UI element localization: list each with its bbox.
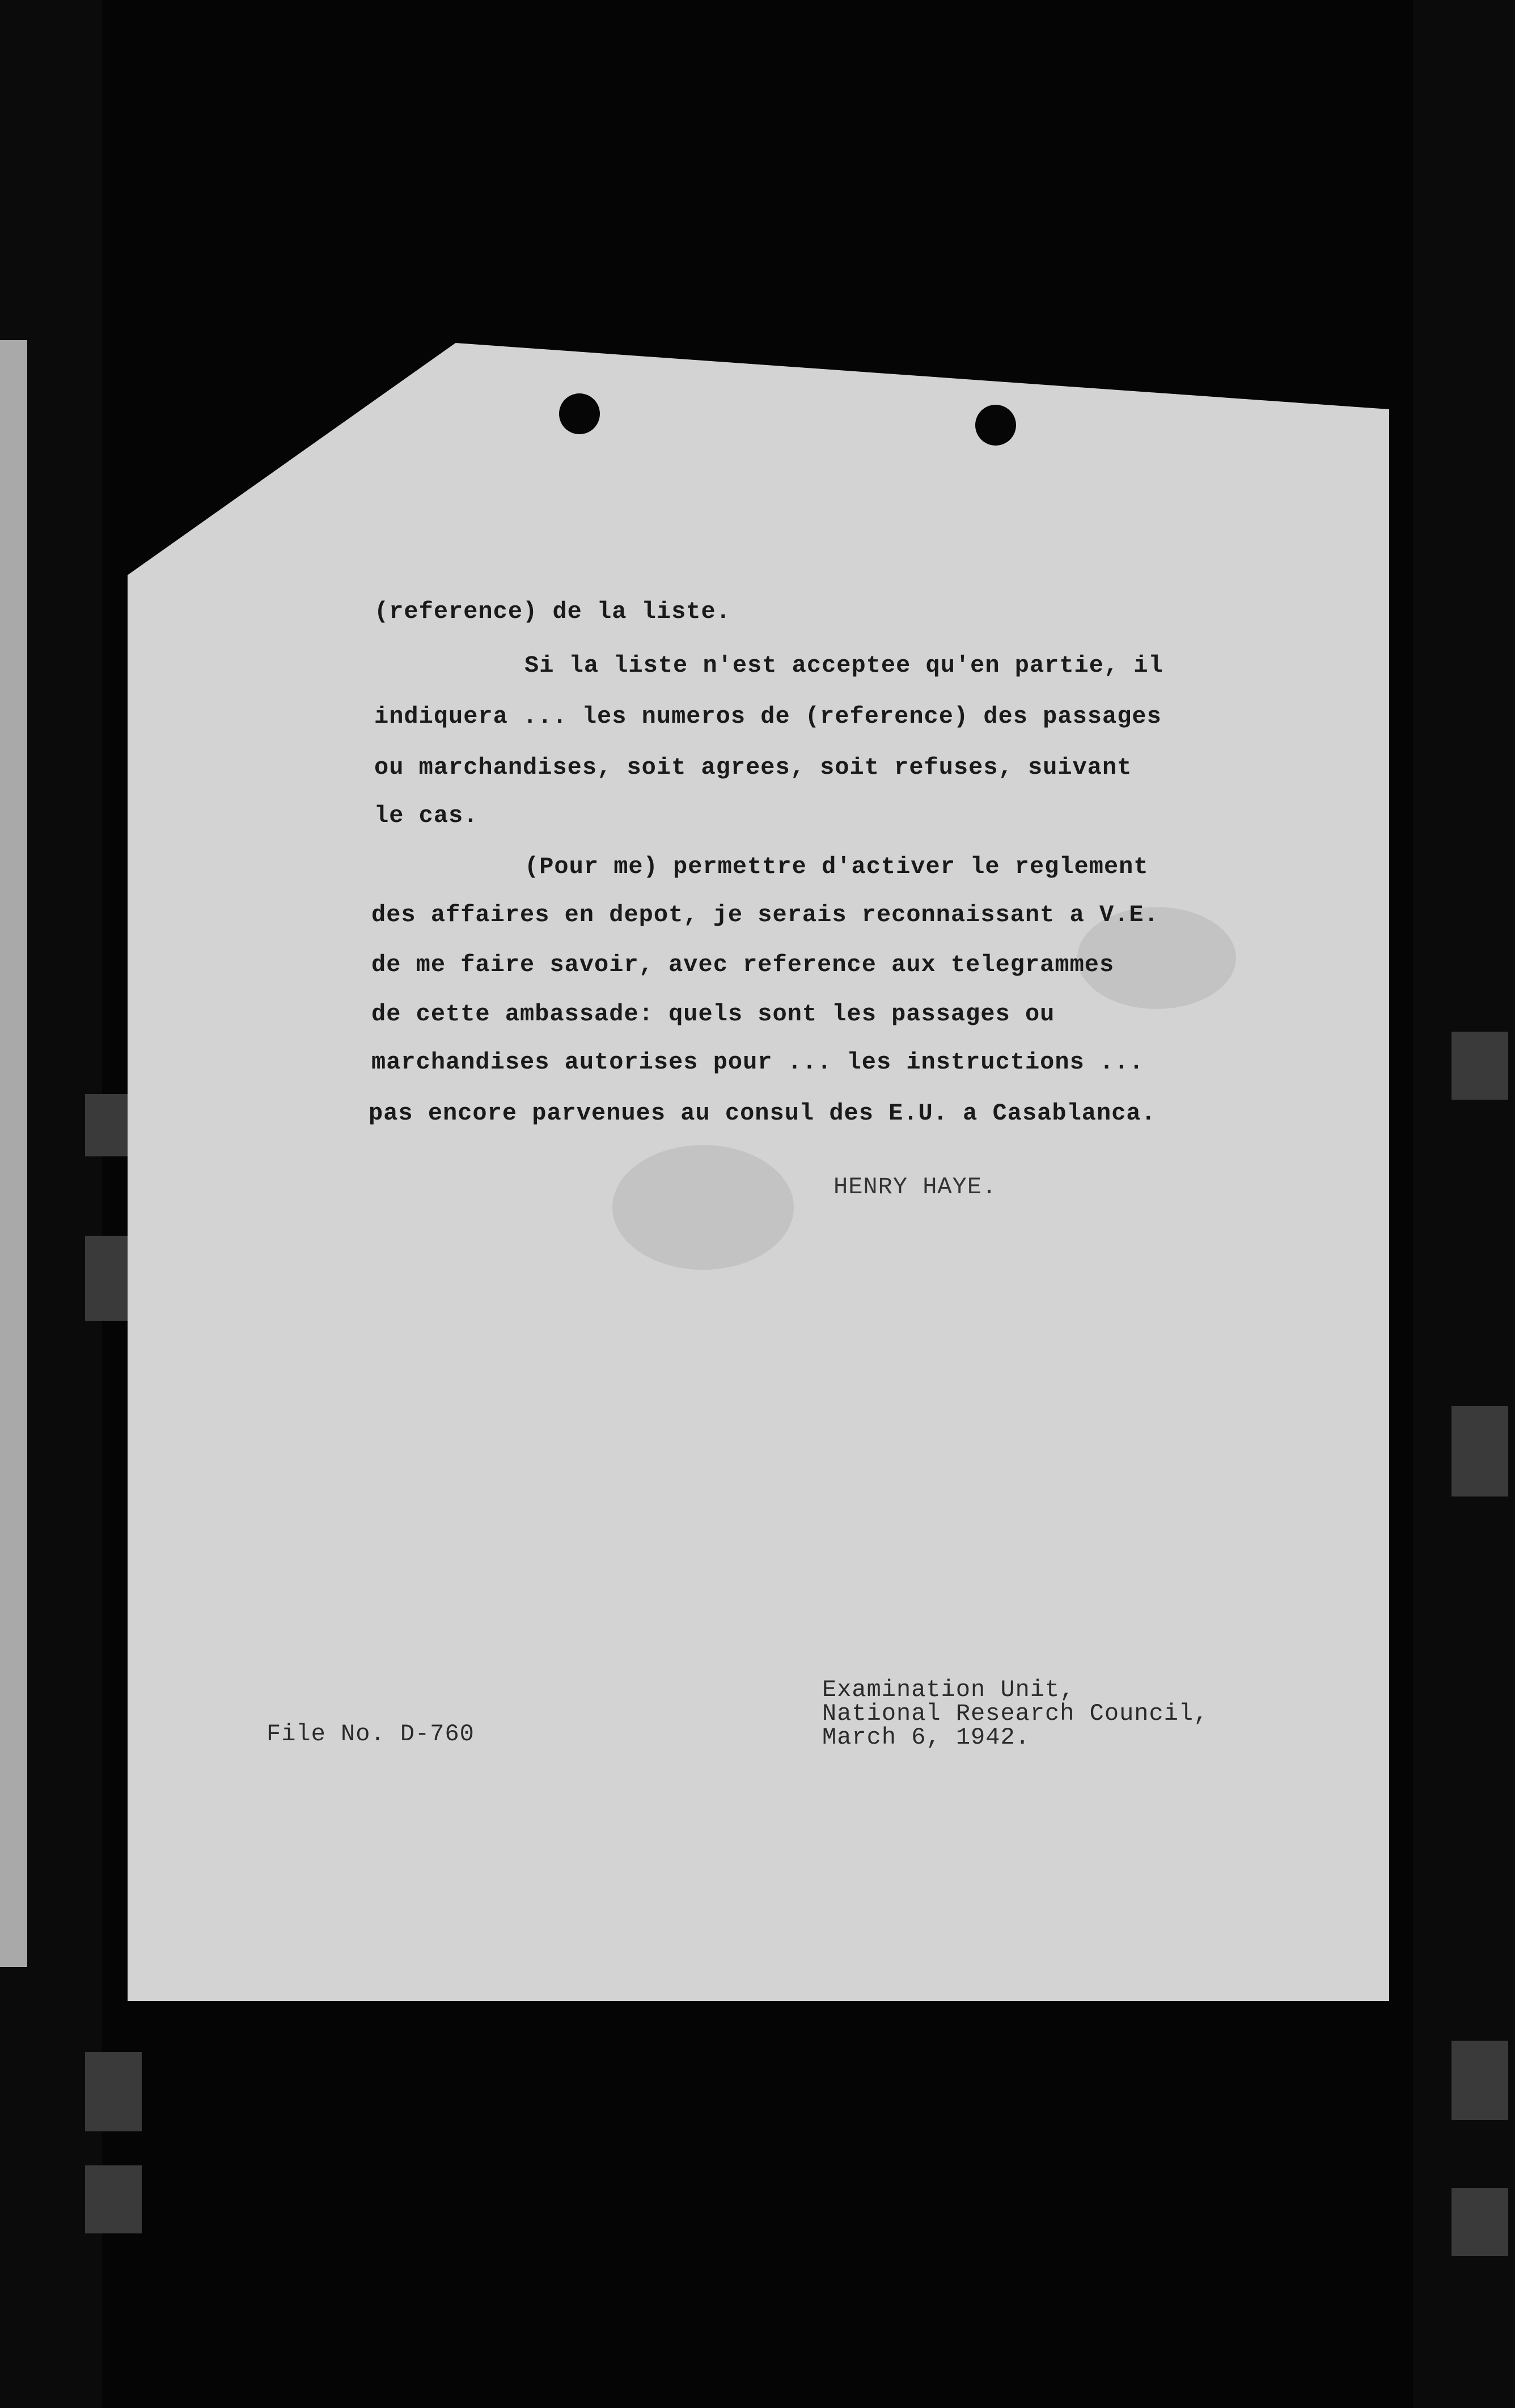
film-mark <box>85 2165 142 2233</box>
issuer-date: March 6, 1942. <box>822 1724 1030 1751</box>
punch-hole-right <box>975 405 1016 446</box>
letter-line-10: marchandises autorises pour ... les instructions ... <box>371 1049 1144 1076</box>
film-mark <box>1451 2188 1508 2256</box>
letter-line-6: (Pour me) permettre d'activer le reglement <box>524 853 1149 880</box>
letter-line-5: le cas. <box>374 802 479 829</box>
issuer-unit: Examination Unit, <box>822 1676 1075 1703</box>
film-mark <box>1451 1032 1508 1100</box>
issuer-council: National Research Council, <box>822 1700 1209 1727</box>
bleed-through-mark <box>612 1145 794 1270</box>
issuer-block <box>822 1678 1208 1749</box>
file-number: File No. D-760 <box>266 1720 475 1748</box>
letter-line-8: de me faire savoir, avec reference aux telegrammes <box>371 951 1115 978</box>
letter-line-2: Si la liste n'est acceptee qu'en partie, il <box>524 652 1163 679</box>
adjacent-page-edge <box>0 340 27 1967</box>
letter-line-4: ou marchandises, soit agrees, soit refuses, suivant <box>374 754 1132 781</box>
punch-hole-left <box>559 393 600 434</box>
letter-line-9: de cette ambassade: quels sont les passages ou <box>371 1000 1055 1028</box>
film-mark <box>85 2052 142 2131</box>
letter-line-7: des affaires en depot, je serais reconnaissant a V.E. <box>371 901 1159 929</box>
letter-line-1: (reference) de la liste. <box>374 598 731 625</box>
letter-line-3: indiquera ... les numeros de (reference) des passages <box>374 703 1162 730</box>
film-mark <box>1451 2041 1508 2120</box>
film-mark <box>1451 1406 1508 1496</box>
letter-line-11: pas encore parvenues au consul des E.U. a Casablanca. <box>369 1100 1156 1127</box>
signature: HENRY HAYE. <box>833 1173 997 1201</box>
